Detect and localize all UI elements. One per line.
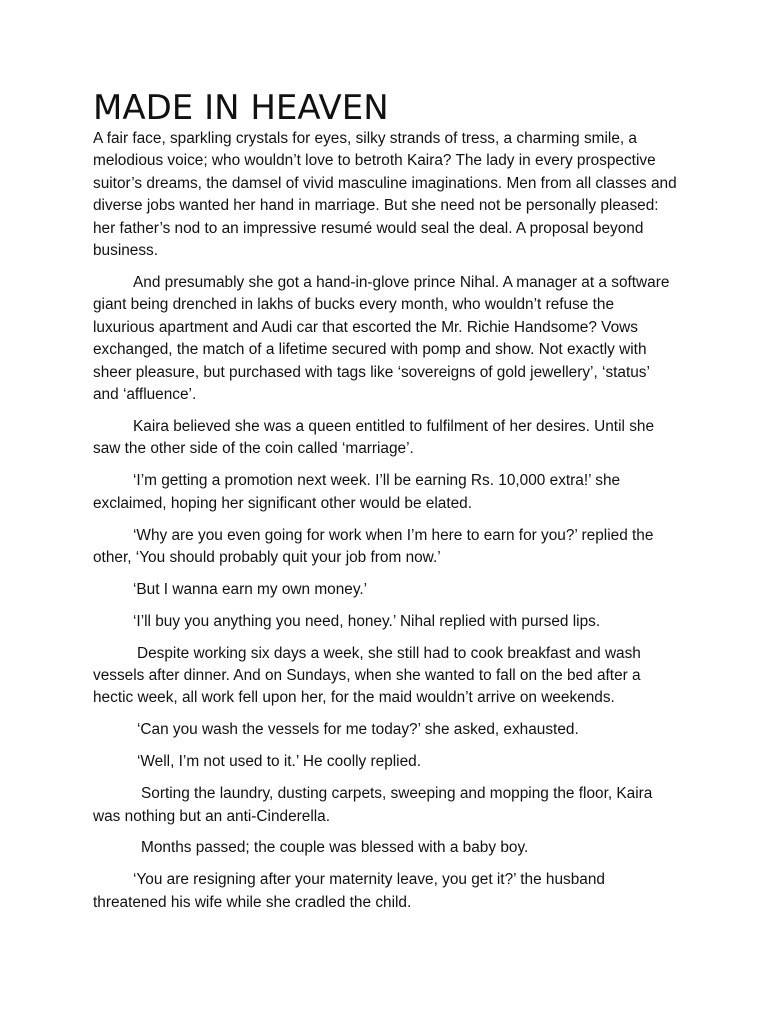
paragraph-9: ‘Can you wash the vessels for me today?’ she asked, exhausted.	[137, 721, 579, 739]
paragraph-7: ‘I’ll buy you anything you need, honey.’ Nihal replied with pursed lips.	[133, 612, 601, 630]
document-page	[93, 88, 678, 924]
paragraph-4: ‘I’m getting a promotion next week. I’ll be earning Rs. 10,000 extra!’ she exclaimed, hoping her significant other would be elated.	[93, 472, 621, 512]
paragraph-10: ‘Well, I’m not used to it.’ He coolly replied.	[137, 753, 421, 771]
paragraph-11: Sorting the laundry, dusting carpets, sweeping and mopping the floor, Kaira was nothing but an anti-Cinderella.	[93, 785, 653, 825]
paragraph-1: A fair face, sparkling crystals for eyes, silky strands of tress, a charming smile, a melodious voice; who wouldn’t love to betroth Kaira? The lady in every prospective suitor’s dreams, the damsel of vivid masculine imaginations. Men from all classes and diverse jobs wanted her hand in marriage. But she need not be personally pleased: her father’s nod to an impressive resumé would seal the deal. A proposal beyond business.	[93, 130, 677, 260]
paragraph-6: ‘But I wanna earn my own money.’	[133, 580, 368, 598]
paragraph-5: ‘Why are you even going for work when I’m here to earn for you?’ replied the other, ‘You should probably quit your job from now.’	[93, 526, 654, 566]
paragraph-13: ‘You are resigning after your maternity leave, you get it?’ the husband threatened his wife while she cradled the child.	[93, 871, 605, 911]
paragraph-12: Months passed; the couple was blessed with a baby boy.	[141, 839, 529, 857]
document-title: MADE IN HEAVEN	[93, 88, 389, 128]
paragraph-8: Despite working six days a week, she still had to cook breakfast and wash vessels after dinner. And on Sundays, when she wanted to fall on the bed after a hectic week, all work fell upon her, for the maid wouldn’t arrive on weekends.	[93, 644, 641, 707]
paragraph-2: And presumably she got a hand-in-glove prince Nihal. A manager at a software giant being drenched in lakhs of bucks every month, who wouldn’t refuse the luxurious apartment and Audi car that escorted the Mr. Richie Handsome? Vows exchanged, the match of a lifetime secured with pomp and show. Not exactly with sheer pleasure, but purchased with tags like ‘sovereigns of gold jewellery’, ‘status’ and ‘affluence’.	[93, 273, 670, 403]
paragraph-3: Kaira believed she was a queen entitled to fulfilment of her desires. Until she saw the other side of the coin called ‘marriage’.	[93, 417, 655, 458]
